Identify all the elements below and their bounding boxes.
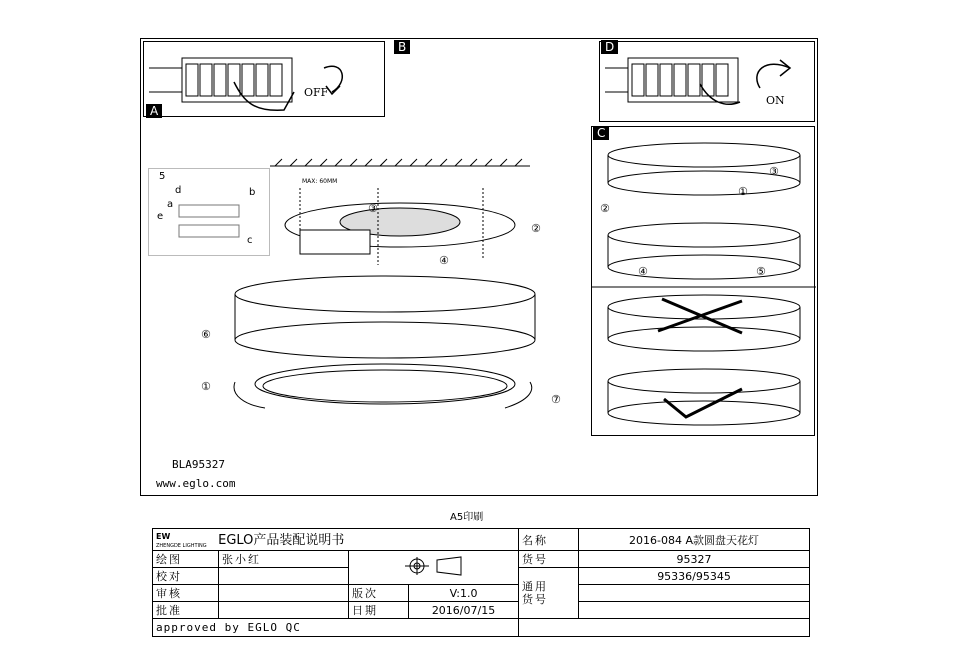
inset-wiring (148, 168, 270, 256)
doc-title: EGLO产品装配说明书 (218, 533, 345, 549)
name-label: 名称 (519, 529, 579, 551)
panel-c (591, 126, 815, 436)
approve-value (219, 602, 349, 619)
date-value: 2016/07/15 (409, 602, 519, 619)
check-value (219, 568, 349, 585)
general-label: 通用 货号 (519, 568, 579, 619)
review-label: 审核 (153, 585, 219, 602)
general-extra-2 (579, 602, 810, 619)
title-block (152, 528, 810, 637)
inset-letter-e: e (157, 211, 164, 222)
step-1-c: ① (738, 185, 748, 198)
step-2-c: ② (600, 202, 610, 215)
projection-symbol (349, 551, 519, 585)
inset-number: 5 (159, 171, 166, 182)
switch-off-illustration (144, 42, 386, 118)
panel-d-tag: D (601, 40, 618, 54)
website: www.eglo.com (156, 477, 236, 490)
inset-letter-c: c (247, 235, 253, 246)
switch-on-illustration (600, 42, 816, 123)
panel-c-tag: C (593, 126, 609, 140)
panel-switch-off (143, 41, 385, 117)
item-label: 货号 (519, 551, 579, 568)
panel-a-tag: A (146, 104, 162, 118)
step-7-a: ⑦ (551, 393, 561, 406)
inset-letter-b: b (249, 187, 256, 198)
version-value: V:1.0 (409, 585, 519, 602)
panel-b-tag: B (394, 40, 410, 54)
inset-letter-a: a (167, 199, 174, 210)
step-1-a: ① (201, 380, 211, 393)
check-label: 校对 (153, 568, 219, 585)
step-2-a: ② (531, 222, 541, 235)
version-label: 版次 (349, 585, 409, 602)
drawn-label: 绘图 (153, 551, 219, 568)
drawn-value: 张小红 (219, 551, 349, 568)
model-number: BLA95327 (172, 458, 225, 471)
max-text: MAX: 60MM (302, 178, 338, 185)
review-value (219, 585, 349, 602)
title-cell (153, 529, 519, 551)
step-6-a: ⑥ (201, 328, 211, 341)
step-5-c: ⑤ (756, 265, 766, 278)
off-label: OFF (304, 86, 329, 99)
general-extra-1 (579, 585, 810, 602)
logo-text: EW (156, 531, 171, 541)
item-value: 95327 (579, 551, 810, 568)
inset-letter-d: d (175, 185, 182, 196)
footer-note: A5印刷 (450, 512, 484, 523)
step-4-c: ④ (638, 265, 648, 278)
name-value: 2016-084 A款圆盘天花灯 (579, 529, 810, 551)
on-label: ON (766, 94, 785, 107)
approve-label: 批准 (153, 602, 219, 619)
step-4-a: ④ (439, 254, 449, 267)
panel-c-illustration (592, 127, 816, 437)
approved-text: approved by EGLO QC (153, 619, 519, 637)
panel-switch-on (599, 41, 815, 122)
bottom-empty (519, 619, 810, 637)
logo-sub: ZHENGDE LIGHTING (156, 542, 207, 549)
step-3-c: ③ (769, 165, 779, 178)
step-3-a: ③ (368, 202, 378, 215)
date-label: 日期 (349, 602, 409, 619)
general-value: 95336/95345 (579, 568, 810, 585)
